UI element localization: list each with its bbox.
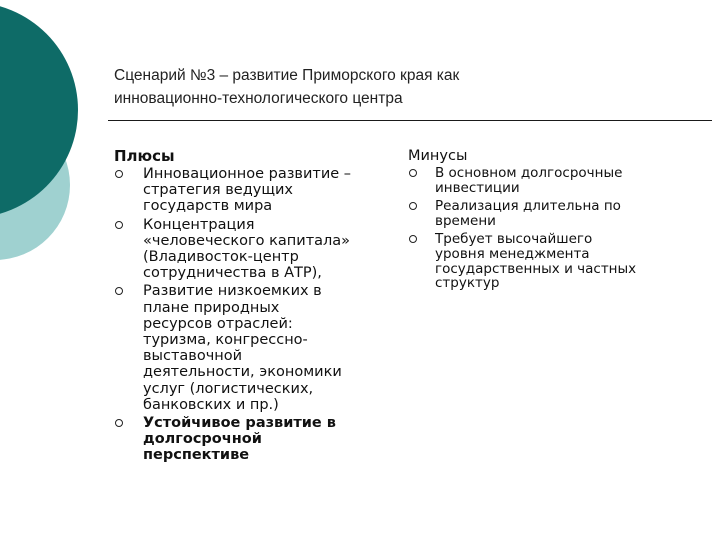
item-line: инвестиции: [435, 179, 520, 196]
pros-column: [114, 148, 394, 466]
item-line: Инновационное развитие –: [143, 166, 352, 182]
list-item: [408, 199, 708, 228]
title-line: Сценарий №3 – развитие Приморского края как: [114, 67, 460, 84]
item-line: Концентрация: [143, 216, 255, 233]
list-item: [114, 283, 394, 413]
item-line: перспективе: [143, 447, 250, 464]
hollow-circle-bullet-icon: [409, 235, 417, 243]
item-line: В основном долгосрочные: [435, 165, 623, 181]
pros-list: [114, 166, 394, 464]
item-line: туризма, конгрессно-: [143, 332, 308, 349]
slide-title: [114, 64, 704, 110]
list-item: [408, 166, 708, 195]
list-item: [408, 232, 708, 290]
item-line: уровня менеджмента: [435, 245, 590, 262]
cons-list: [408, 166, 708, 291]
item-line: долгосрочной: [143, 431, 262, 448]
item-line: стратегия ведущих: [143, 182, 293, 199]
item-line: выставочной: [143, 348, 243, 365]
list-item: [114, 166, 394, 215]
hollow-circle-bullet-icon: [115, 287, 123, 295]
item-line: государственных и частных: [435, 260, 637, 277]
item-line: времени: [435, 212, 496, 229]
item-line: услуг (логистических,: [143, 380, 314, 397]
item-line: государств мира: [143, 198, 273, 215]
item-line: ресурсов отраслей:: [143, 315, 293, 332]
item-line: плане природных: [143, 299, 280, 316]
item-line: банковских и пр.): [143, 396, 279, 413]
list-item: [114, 415, 394, 464]
title-divider: [108, 120, 712, 121]
hollow-circle-bullet-icon: [115, 419, 123, 427]
item-line: Требует высочайшего: [435, 231, 593, 248]
item-line: структур: [435, 275, 500, 292]
item-line: сотрудничества в АТР),: [143, 265, 322, 282]
hollow-circle-bullet-icon: [115, 170, 123, 178]
item-line: Реализация длительна по: [435, 198, 621, 215]
item-line: (Владивосток-центр: [143, 249, 299, 266]
item-line: деятельности, экономики: [143, 364, 342, 381]
cons-heading: Минусы: [408, 148, 468, 164]
cons-column: [408, 148, 708, 295]
item-line: Развитие низкоемких в: [143, 283, 322, 300]
hollow-circle-bullet-icon: [115, 221, 123, 229]
title-line: инновационно-технологического центра: [114, 90, 403, 107]
item-line: Устойчивое развитие в: [143, 415, 336, 432]
pros-heading: Плюсы: [114, 147, 175, 165]
hollow-circle-bullet-icon: [409, 169, 417, 177]
list-item: [114, 217, 394, 282]
hollow-circle-bullet-icon: [409, 202, 417, 210]
item-line: «человеческого капитала»: [143, 232, 351, 249]
decorative-circles: [0, 0, 90, 300]
